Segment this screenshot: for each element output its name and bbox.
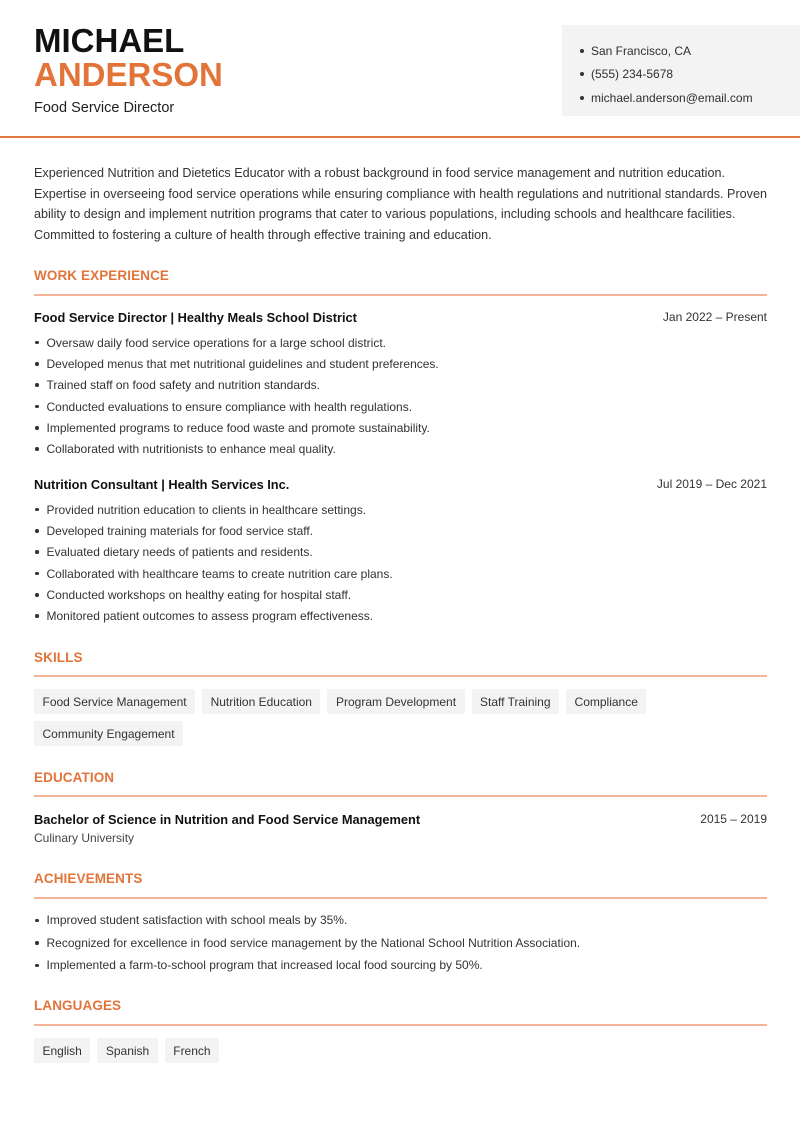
bullet-icon — [35, 919, 39, 923]
bullet-icon — [35, 508, 39, 512]
list-item-text: Improved student satisfaction with school meals by 35%. — [46, 913, 348, 928]
contact-box — [562, 25, 800, 116]
skill-tag: Nutrition Education — [202, 689, 320, 714]
list-item-text: Provided nutrition education to clients in healthcare settings. — [46, 502, 367, 517]
contact-email — [580, 86, 800, 110]
last-name: ANDERSON — [34, 56, 223, 93]
skill-tag: Staff Training — [472, 689, 560, 714]
contact-email-text: michael.anderson@email.com — [591, 90, 753, 105]
section-title-languages: LANGUAGES — [34, 998, 122, 1013]
contact-phone-text: (555) 234-5678 — [591, 67, 674, 82]
section-title-achievements: ACHIEVEMENTS — [34, 871, 143, 886]
list-item-text: Collaborated with healthcare teams to create nutrition care plans. — [46, 566, 393, 581]
section-divider — [34, 897, 767, 899]
section-title-work-experience: WORK EXPERIENCE — [34, 268, 170, 283]
list-item-text: Conducted evaluations to ensure compliance with health regulations. — [46, 399, 413, 414]
contact-location — [580, 39, 800, 63]
bullet-icon — [35, 964, 39, 968]
skill-tag: Program Development — [327, 689, 464, 714]
resume-header — [0, 0, 800, 138]
bullet-icon — [35, 426, 39, 430]
list-item — [34, 396, 767, 417]
bullet-icon — [35, 941, 39, 945]
list-item — [34, 375, 767, 396]
job-dates-2: Jul 2019 – Dec 2021 — [656, 477, 767, 491]
list-item-text: Recognized for excellence in food service management by the National School Nutrition Association. — [46, 935, 581, 950]
achievements-list — [34, 909, 767, 977]
list-item — [34, 563, 767, 584]
list-item — [34, 438, 767, 459]
list-item — [34, 605, 767, 626]
list-item-text: Developed menus that met nutritional guidelines and student preferences. — [46, 356, 439, 371]
language-tag: English — [34, 1038, 90, 1063]
list-item-text: Trained staff on food safety and nutrition standards. — [46, 378, 321, 393]
contact-location-text: San Francisco, CA — [591, 43, 692, 58]
job-bullets-1 — [34, 332, 767, 460]
bullet-icon — [580, 72, 584, 76]
skill-tag: Community Engagement — [34, 721, 183, 746]
list-item — [34, 499, 767, 520]
bullet-icon — [35, 447, 39, 451]
list-item — [34, 353, 767, 374]
section-divider — [34, 294, 767, 296]
school-name: Culinary University — [34, 831, 135, 845]
job-title-1: Food Service Director | Healthy Meals School District — [34, 310, 357, 325]
list-item — [34, 584, 767, 605]
section-title-skills: SKILLS — [34, 650, 83, 665]
job-title: Food Service Director — [34, 100, 175, 116]
degree-title: Bachelor of Science in Nutrition and Food Service Management — [34, 812, 421, 827]
bullet-icon — [35, 362, 39, 366]
list-item-text: Implemented a farm-to-school program that increased local food sourcing by 50%. — [46, 958, 483, 973]
list-item — [34, 332, 767, 353]
section-title-education: EDUCATION — [34, 770, 115, 785]
bullet-icon — [35, 529, 39, 533]
section-divider — [34, 795, 767, 797]
list-item-text: Developed training materials for food service staff. — [46, 523, 314, 538]
language-tag: Spanish — [97, 1038, 157, 1063]
section-divider — [34, 1024, 767, 1026]
list-item — [34, 954, 767, 977]
summary: Experienced Nutrition and Dietetics Educator with a robust background in food service management and nutrition education. Expertise in overseeing food service operations while ensuring compliance with health regulations and nutritional standards. Proven ability to design and implement nutrition programs that cater to various populations, including schools and healthcare facilities. Committed to fostering a culture of health through effective training and education. — [34, 166, 767, 243]
bullet-icon — [35, 550, 39, 554]
bullet-icon — [35, 614, 39, 618]
list-item — [34, 542, 767, 563]
job-bullets-2 — [34, 499, 767, 627]
list-item — [34, 909, 767, 932]
bullet-icon — [35, 405, 39, 409]
list-item-text: Evaluated dietary needs of patients and residents. — [46, 545, 313, 560]
bullet-icon — [35, 341, 39, 345]
skill-tag: Compliance — [566, 689, 646, 714]
list-item-text: Collaborated with nutritionists to enhance meal quality. — [46, 442, 336, 457]
list-item — [34, 520, 767, 541]
bullet-icon — [580, 49, 584, 53]
bullet-icon — [580, 96, 584, 100]
list-item-text: Monitored patient outcomes to assess program effectiveness. — [46, 609, 374, 624]
contact-phone — [580, 63, 800, 87]
bullet-icon — [35, 572, 39, 576]
first-name: MICHAEL — [34, 22, 185, 59]
job-dates-1: Jan 2022 – Present — [662, 310, 767, 324]
bullet-icon — [35, 593, 39, 597]
list-item — [34, 932, 767, 955]
education-dates: 2015 – 2019 — [700, 812, 767, 826]
bullet-icon — [35, 383, 39, 387]
section-divider — [34, 675, 767, 677]
list-item-text: Implemented programs to reduce food waste and promote sustainability. — [46, 420, 430, 435]
skills-tags — [34, 689, 774, 746]
list-item-text: Conducted workshops on healthy eating for hospital staff. — [46, 587, 352, 602]
language-tags — [34, 1038, 774, 1063]
list-item-text: Oversaw daily food service operations for a large school district. — [46, 335, 386, 350]
job-title-2: Nutrition Consultant | Health Services Inc. — [34, 477, 290, 492]
list-item — [34, 417, 767, 438]
language-tag: French — [165, 1038, 219, 1063]
skill-tag: Food Service Management — [34, 689, 195, 714]
